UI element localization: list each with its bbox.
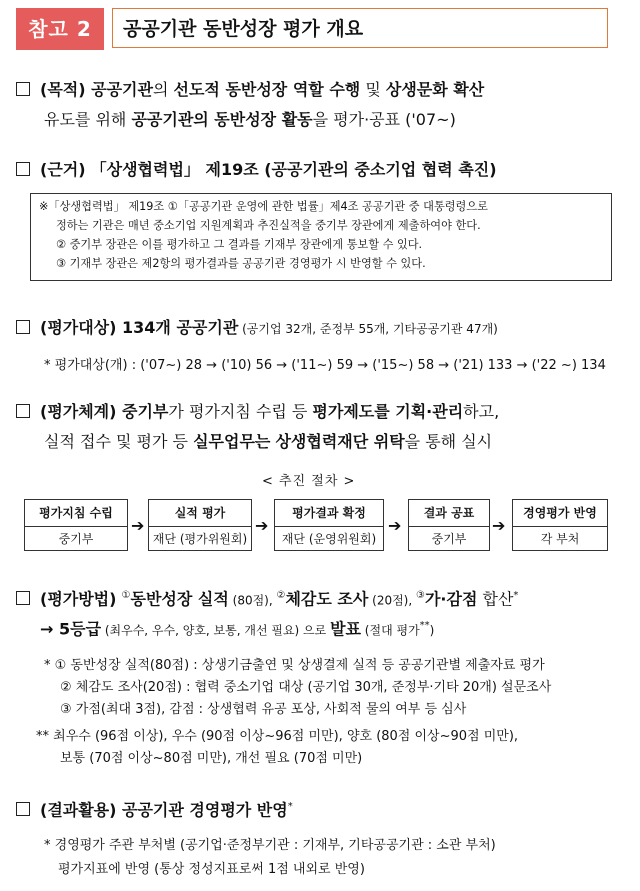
method-note: ③ 가점(최대 3점), 감점 : 상생협력 유공 포상, 사회적 물의 여부 등 심사 — [60, 702, 467, 717]
arrow-right-icon: ➔ — [388, 516, 402, 535]
checkbox-square-icon — [16, 802, 30, 816]
grade-note: ** 최우수 (96점 이상), 우수 (90점 이상~96점 미만), 양호 (80점 이상~90점 미만), — [36, 729, 519, 744]
section-badge: 참고 2 — [16, 8, 104, 50]
procedure-step: 평가결과 확정 재단 (운영위원회) — [274, 499, 384, 551]
section-purpose-line2: 유도를 위해 공공기관의 동반성장 활동을 평가·공표 ('07~) — [44, 110, 456, 129]
checkbox-square-icon — [16, 82, 30, 96]
checkbox-square-icon — [16, 404, 30, 418]
arrow-right-icon: ➔ — [131, 516, 145, 535]
section-target: (평가대상) 134개 공공기관 (공기업 32개, 준정부 55개, 기타공공기관 47개) — [16, 316, 498, 341]
procedure-step: 실적 평가 재단 (평가위원회) — [148, 499, 252, 551]
checkbox-square-icon — [16, 162, 30, 176]
section-method-line2: → 5등급 (최우수, 우수, 양호, 보통, 개선 필요) 으로 발표 (절대 평가**) — [40, 619, 435, 639]
usage-note: 평가지표에 반영 (통상 정성지표로써 1점 내외로 반영) — [58, 862, 365, 877]
checkbox-square-icon — [16, 591, 30, 605]
method-note: * ① 동반성장 실적(80점) : 상생기금출연 및 상생결제 실적 등 공공기관별 제출자료 평가 — [44, 658, 545, 673]
section-system: (평가체계) 중기부가 평가지침 수립 등 평가제도를 기획·관리하고, — [16, 400, 499, 424]
method-note: ② 체감도 조사(20점) : 협력 중소기업 대상 (공기업 30개, 준정부·기타 20개) 설문조사 — [60, 680, 552, 695]
procedure-step: 경영평가 반영 각 부처 — [512, 499, 608, 551]
law-note-box: ※「상생협력법」 제19조 ①「공공기관 운영에 관한 법률」제4조 공공기관 중 대통령령으로 정하는 기관은 매년 중소기업 지원계획과 추진실적을 중기부 장관에게 제출하여야 한다. ② 중기부 장관은 이를 평가하고 그 결과를 기재부 장관에게 통보할 수 있다. ③ 기재부 장관은 제2항의 평가결과를 공공기관 경영평가 시 반영할 수 있다. — [30, 193, 612, 281]
section-basis: (근거) 「상생협력법」 제19조 (공공기관의 중소기업 협력 촉진) — [16, 158, 497, 182]
procedure-step: 평가지침 수립 중기부 — [24, 499, 128, 551]
target-count-note: * 평가대상(개) : ('07~) 28 → ('10) 56 → ('11~) 59 → ('15~) 58 → ('21) 133 → ('22 ~) 134 — [44, 358, 606, 373]
arrow-right-icon: ➔ — [255, 516, 269, 535]
section-purpose: (목적) 공공기관의 선도적 동반성장 역할 수행 및 상생문화 확산 — [16, 78, 484, 102]
procedure-label: < 추진 절차 > — [262, 474, 356, 489]
usage-note: * 경영평가 주관 부처별 (공기업·준정부기관 : 기재부, 기타공공기관 : 소관 부처) — [44, 838, 496, 853]
section-system-line2: 실적 접수 및 평가 등 실무업무는 상생협력재단 위탁을 통해 실시 — [44, 432, 493, 451]
section-usage: (결과활용) 공공기관 경영평가 반영* — [16, 795, 293, 822]
page-title: 공공기관 동반성장 평가 개요 — [112, 8, 608, 48]
checkbox-square-icon — [16, 320, 30, 334]
section-method: (평가방법) ①동반성장 실적 (80점), ②체감도 조사 (20점), ③가·감점 합산* — [16, 584, 518, 612]
procedure-step: 결과 공표 중기부 — [408, 499, 490, 551]
grade-note: 보통 (70점 이상~80점 미만), 개선 필요 (70점 미만) — [60, 751, 363, 766]
arrow-right-icon: ➔ — [492, 516, 506, 535]
